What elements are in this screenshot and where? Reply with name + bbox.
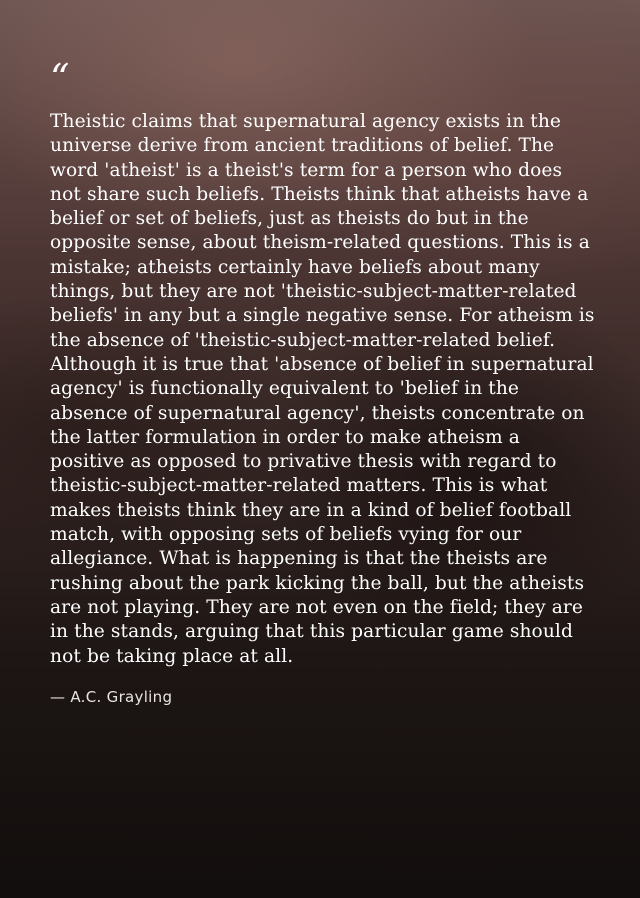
- quote-text: Theistic claims that supernatural agency exists in the universe derive from ancient traditions of belief. The word 'atheist' is a theist's term for a person who does not share such beliefs. Theists think that atheists have a belief or set of beliefs, just as theists do but in the opposite sense, about theism-related questions. This is a mistake; atheists certainly have beliefs about many things, but they are not 'theistic-subject-matter-related beliefs' in any but a single negative sense. For atheism is the absence of 'theistic-subject-matter-related belief. Although it is true that 'absence of belief in supernatural agency' is functionally equivalent to 'belief in the absence of supernatural agency', theists concentrate on the latter formulation in order to make atheism a positive as opposed to privative thesis with regard to theistic-subject-matter-related matters. This is what makes theists think they are in a kind of belief football match, with opposing sets of beliefs vying for our allegiance. What is happening is that the theists are rushing about the park kicking the ball, but the atheists are not playing. They are not even on the field; they are in the stands, arguing that this particular game should not be taking place at all.: [50, 111, 595, 667]
- quote-author: — A.C. Grayling: [50, 687, 173, 706]
- quote-card: [50, 58, 595, 707]
- quote-mark-icon: “: [50, 56, 70, 100]
